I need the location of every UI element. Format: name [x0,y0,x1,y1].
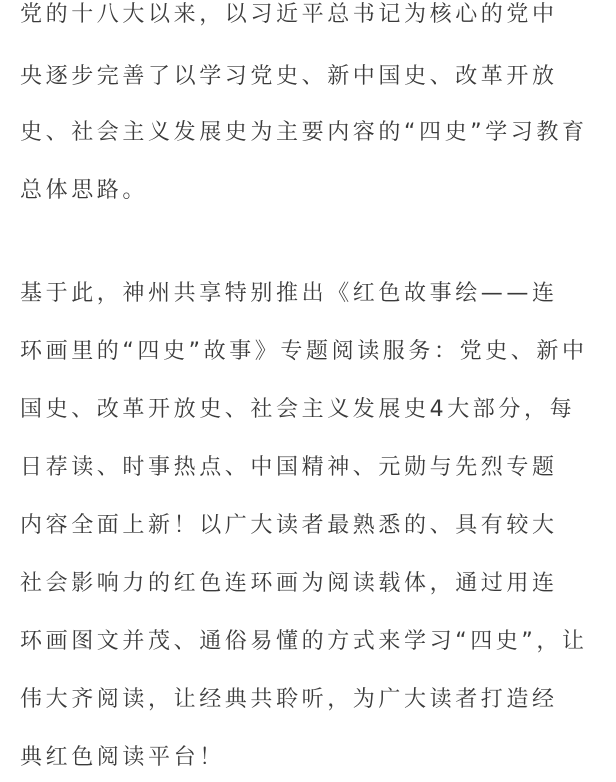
paragraph-2-line-1: 基于此，神州共享特别推出《红色故事绘——连 [20,281,558,306]
paragraph-1-line-3: 史、社会主义发展史为主要内容的“四史”学习教育 [20,120,588,145]
paragraph-1-line-2: 央逐步完善了以学习党史、新中国史、改革开放 [20,64,558,89]
paragraph-2-line-2: 环画里的“四史”故事》专题阅读服务：党史、新中 [20,339,588,364]
paragraph-2-line-9: 典红色阅读平台！ [20,745,225,770]
paragraph-2-line-6: 社会影响力的红色连环画为阅读载体，通过用连 [20,571,558,596]
paragraph-2-line-7: 环画图文并茂、通俗易懂的方式来学习“四史”，让 [20,629,588,654]
paragraph-1-line-4: 总体思路。 [20,178,149,203]
paragraph-1-line-1: 党的十八大以来，以习近平总书记为核心的党中 [20,2,558,27]
paragraph-2-line-4: 日荐读、时事热点、中国精神、元勋与先烈专题 [20,455,558,480]
paragraph-2-line-3: 国史、改革开放史、社会主义发展史4大部分，每 [20,397,576,422]
paragraph-2-line-8: 伟大齐阅读，让经典共聆听，为广大读者打造经 [20,687,558,712]
paragraph-2-line-5: 内容全面上新！以广大读者最熟悉的、具有较大 [20,513,558,538]
